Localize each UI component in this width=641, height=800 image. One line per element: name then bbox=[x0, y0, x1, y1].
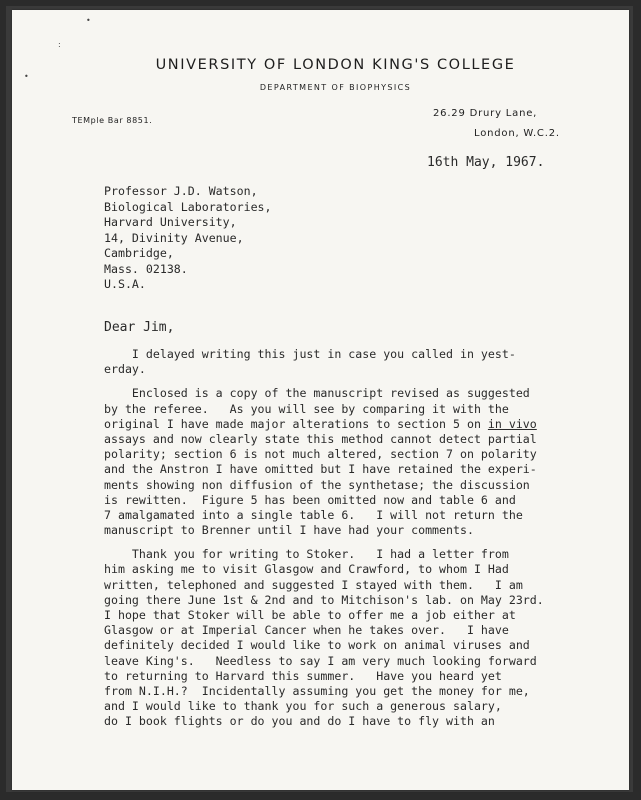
text-line: leave King's. Needless to say I am very much looking forward bbox=[104, 653, 537, 668]
text-line: definitely decided I would like to work on animal viruses and bbox=[104, 638, 530, 653]
recipient-line: Harvard University, bbox=[104, 215, 237, 229]
letterhead-institution: UNIVERSITY OF LONDON KING'S COLLEGE bbox=[155, 57, 516, 73]
recipient-line: Mass. 02138. bbox=[104, 261, 188, 276]
paragraph bbox=[104, 386, 604, 538]
letter-body bbox=[104, 347, 604, 730]
text-line: 7 amalgamated into a single table 6. I will not return the bbox=[104, 507, 523, 522]
text-line: I delayed writing this just in case you called in yest- bbox=[104, 347, 516, 361]
salutation: Dear Jim, bbox=[104, 320, 175, 335]
text-segment: original I have made major alterations to section 5 on bbox=[104, 416, 488, 431]
text-line: by the referee. As you will see by comparing it with the bbox=[104, 401, 509, 416]
text-line: to returning to Harvard this summer. Have you heard yet bbox=[104, 668, 502, 683]
letterhead-address-line1: 26.29 Drury Lane, bbox=[433, 108, 538, 119]
text-line: ments showing non diffusion of the synthetase; the discussion bbox=[104, 477, 530, 492]
text-line: him asking me to visit Glasgow and Crawford, to whom I Had bbox=[104, 562, 509, 577]
letterhead-department: DEPARTMENT OF BIOPHYSICS bbox=[259, 83, 412, 92]
underlined-term: in vivo bbox=[487, 416, 537, 431]
text-line: is rewitten. Figure 5 has been omitted now and table 6 and bbox=[104, 492, 516, 507]
recipient-line: 14, Divinity Avenue, bbox=[104, 230, 244, 245]
text-line: I hope that Stoker will be able to offer me a job either at bbox=[104, 608, 516, 622]
text-line: erday. bbox=[104, 362, 146, 377]
letterhead-telephone: TEMple Bar 8851. bbox=[72, 116, 153, 125]
letter-page bbox=[12, 10, 629, 790]
text-line: Enclosed is a copy of the manuscript revised as suggested bbox=[104, 386, 530, 401]
text-line: going there June 1st & 2nd and to Mitchison's lab. on May 23rd. bbox=[104, 592, 544, 607]
punch-mark: : bbox=[58, 40, 61, 49]
letterhead-address-line2: London, W.C.2. bbox=[474, 128, 560, 139]
paragraph bbox=[104, 347, 604, 377]
recipient-line: Professor J.D. Watson, bbox=[104, 184, 258, 198]
letter-date: 16th May, 1967. bbox=[427, 155, 545, 170]
punch-mark: • bbox=[24, 72, 29, 81]
text-line: and the Anstron I have omitted but I have retained the experi- bbox=[104, 462, 537, 477]
text-line: written, telephoned and suggested I stayed with them. I am bbox=[104, 577, 523, 592]
text-line: manuscript to Brenner until I have had your comments. bbox=[104, 523, 474, 538]
recipient-line: Biological Laboratories, bbox=[104, 199, 272, 214]
paragraph bbox=[104, 547, 604, 729]
recipient-address bbox=[104, 184, 272, 293]
recipient-line: U.S.A. bbox=[104, 277, 146, 291]
recipient-line: Cambridge, bbox=[104, 246, 174, 260]
text-line: and I would like to thank you for such a generous salary, bbox=[104, 699, 502, 714]
text-line: do I book flights or do you and do I have to fly with an bbox=[104, 714, 495, 729]
text-line: polarity; section 6 is not much altered, section 7 on polarity bbox=[104, 447, 537, 462]
text-line: Glasgow or at Imperial Cancer when he takes over. I have bbox=[104, 623, 509, 638]
text-line: assays and now clearly state this method cannot detect partial bbox=[104, 431, 537, 446]
text-line: Thank you for writing to Stoker. I had a letter from bbox=[104, 547, 509, 562]
punch-mark: • bbox=[86, 16, 91, 25]
text-line bbox=[104, 417, 604, 432]
text-line: from N.I.H.? Incidentally assuming you get the money for me, bbox=[104, 683, 530, 698]
